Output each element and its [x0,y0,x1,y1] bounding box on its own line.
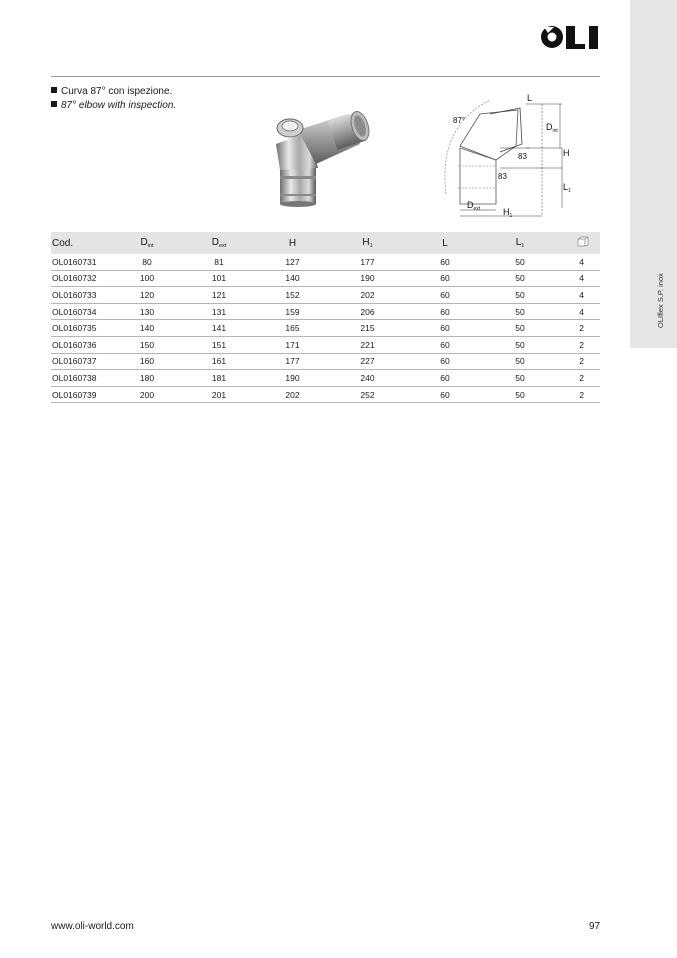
cell-qty: 4 [565,303,600,320]
cell-qty: 4 [565,254,600,270]
bullet-square-icon [51,101,57,107]
description-italian: Curva 87° con ispezione. [51,86,172,98]
diagram-l1-label: $L_1$ [563,182,571,194]
box-icon [577,236,589,247]
oli-logo [538,22,604,52]
cell-l1: 50 [475,303,565,320]
cell-dext: 201 [173,386,265,403]
cell-dext: 161 [173,353,265,370]
description-english: 87° elbow with inspection. [51,100,176,112]
product-photo [268,102,380,208]
cell-h: 127 [265,254,320,270]
cell-l1: 50 [475,287,565,304]
header-d-ext: $D_{ext}$ [173,232,265,254]
cell-l1: 50 [475,370,565,387]
cell-dext: 81 [173,254,265,270]
cell-dext: 121 [173,287,265,304]
diagram-l-label: L [527,93,533,103]
cell-l1: 50 [475,336,565,353]
cell-dext: 101 [173,270,265,287]
table-row [51,386,600,403]
cell-l1: 50 [475,353,565,370]
cell-dint: 120 [121,287,173,304]
cell-h1: 240 [320,370,415,387]
top-rule [51,76,600,77]
cell-h: 140 [265,270,320,287]
cell-dint: 200 [121,386,173,403]
cell-l: 60 [415,303,475,320]
cell-h: 177 [265,353,320,370]
cell-l1: 50 [475,386,565,403]
header-h1: $H_1$ [320,232,415,254]
bullet-square-icon [51,87,57,93]
page-number: 97 [589,921,601,932]
footer-url: www.oli-world.com [51,921,134,932]
cell-dext: 131 [173,303,265,320]
cell-cod: OL0160731 [51,254,121,270]
cell-qty: 4 [565,287,600,304]
table-header-row [51,232,600,254]
cell-cod: OL0160732 [51,270,121,287]
cell-h: 159 [265,303,320,320]
cell-h: 190 [265,370,320,387]
cell-qty: 2 [565,386,600,403]
cell-l1: 50 [475,270,565,287]
header-d-int: $D_{int}$ [121,232,173,254]
cell-dint: 100 [121,270,173,287]
cell-l: 60 [415,353,475,370]
technical-diagram [430,86,590,221]
table-row [51,270,600,287]
cell-h1: 227 [320,353,415,370]
table-row [51,303,600,320]
diagram-angle-label: 87° [453,116,466,125]
cell-l1: 50 [475,254,565,270]
table-row [51,353,600,370]
diagram-h1-label: $H_1$ [503,207,513,219]
cell-dint: 80 [121,254,173,270]
cell-h1: 190 [320,270,415,287]
diagram-d-ext-label: $D_{ext}$ [467,200,481,212]
table-row [51,320,600,337]
cell-h: 165 [265,320,320,337]
table-row [51,336,600,353]
cell-cod: OL0160735 [51,320,121,337]
cell-l: 60 [415,370,475,387]
cell-h: 202 [265,386,320,403]
diagram-83-lower: 83 [498,172,507,181]
cell-dext: 151 [173,336,265,353]
cell-h: 171 [265,336,320,353]
cell-l: 60 [415,320,475,337]
header-pack [565,232,600,254]
table-row [51,287,600,304]
cell-h1: 202 [320,287,415,304]
cell-qty: 2 [565,336,600,353]
cell-dint: 130 [121,303,173,320]
cell-l1: 50 [475,320,565,337]
side-tab-label: OLIflex S.P. inox [656,273,665,328]
header-cod: Cod. [51,232,121,254]
header-h: H [265,232,320,254]
diagram-83-upper: 83 [518,152,527,161]
cell-cod: OL0160736 [51,336,121,353]
cell-dext: 181 [173,370,265,387]
cell-cod: OL0160737 [51,353,121,370]
side-tab [630,0,677,348]
cell-cod: OL0160739 [51,386,121,403]
cell-h1: 215 [320,320,415,337]
cell-h1: 177 [320,254,415,270]
header-l1: $L_1$ [475,232,565,254]
diagram-h-label: H [563,148,570,158]
cell-dint: 140 [121,320,173,337]
cell-cod: OL0160733 [51,287,121,304]
cell-h: 152 [265,287,320,304]
cell-dint: 160 [121,353,173,370]
header-l: L [415,232,475,254]
cell-l: 60 [415,254,475,270]
cell-cod: OL0160734 [51,303,121,320]
cell-l: 60 [415,287,475,304]
cell-qty: 2 [565,353,600,370]
cell-dint: 150 [121,336,173,353]
table-row [51,370,600,387]
diagram-d-int-label: $D_{int}$ [546,122,558,134]
table-row [51,254,600,270]
cell-l: 60 [415,336,475,353]
cell-dint: 180 [121,370,173,387]
cell-cod: OL0160738 [51,370,121,387]
cell-h1: 252 [320,386,415,403]
cell-h1: 221 [320,336,415,353]
cell-qty: 2 [565,320,600,337]
cell-dext: 141 [173,320,265,337]
cell-l: 60 [415,386,475,403]
spec-table [51,232,600,403]
cell-qty: 2 [565,370,600,387]
cell-h1: 206 [320,303,415,320]
cell-qty: 4 [565,270,600,287]
cell-l: 60 [415,270,475,287]
